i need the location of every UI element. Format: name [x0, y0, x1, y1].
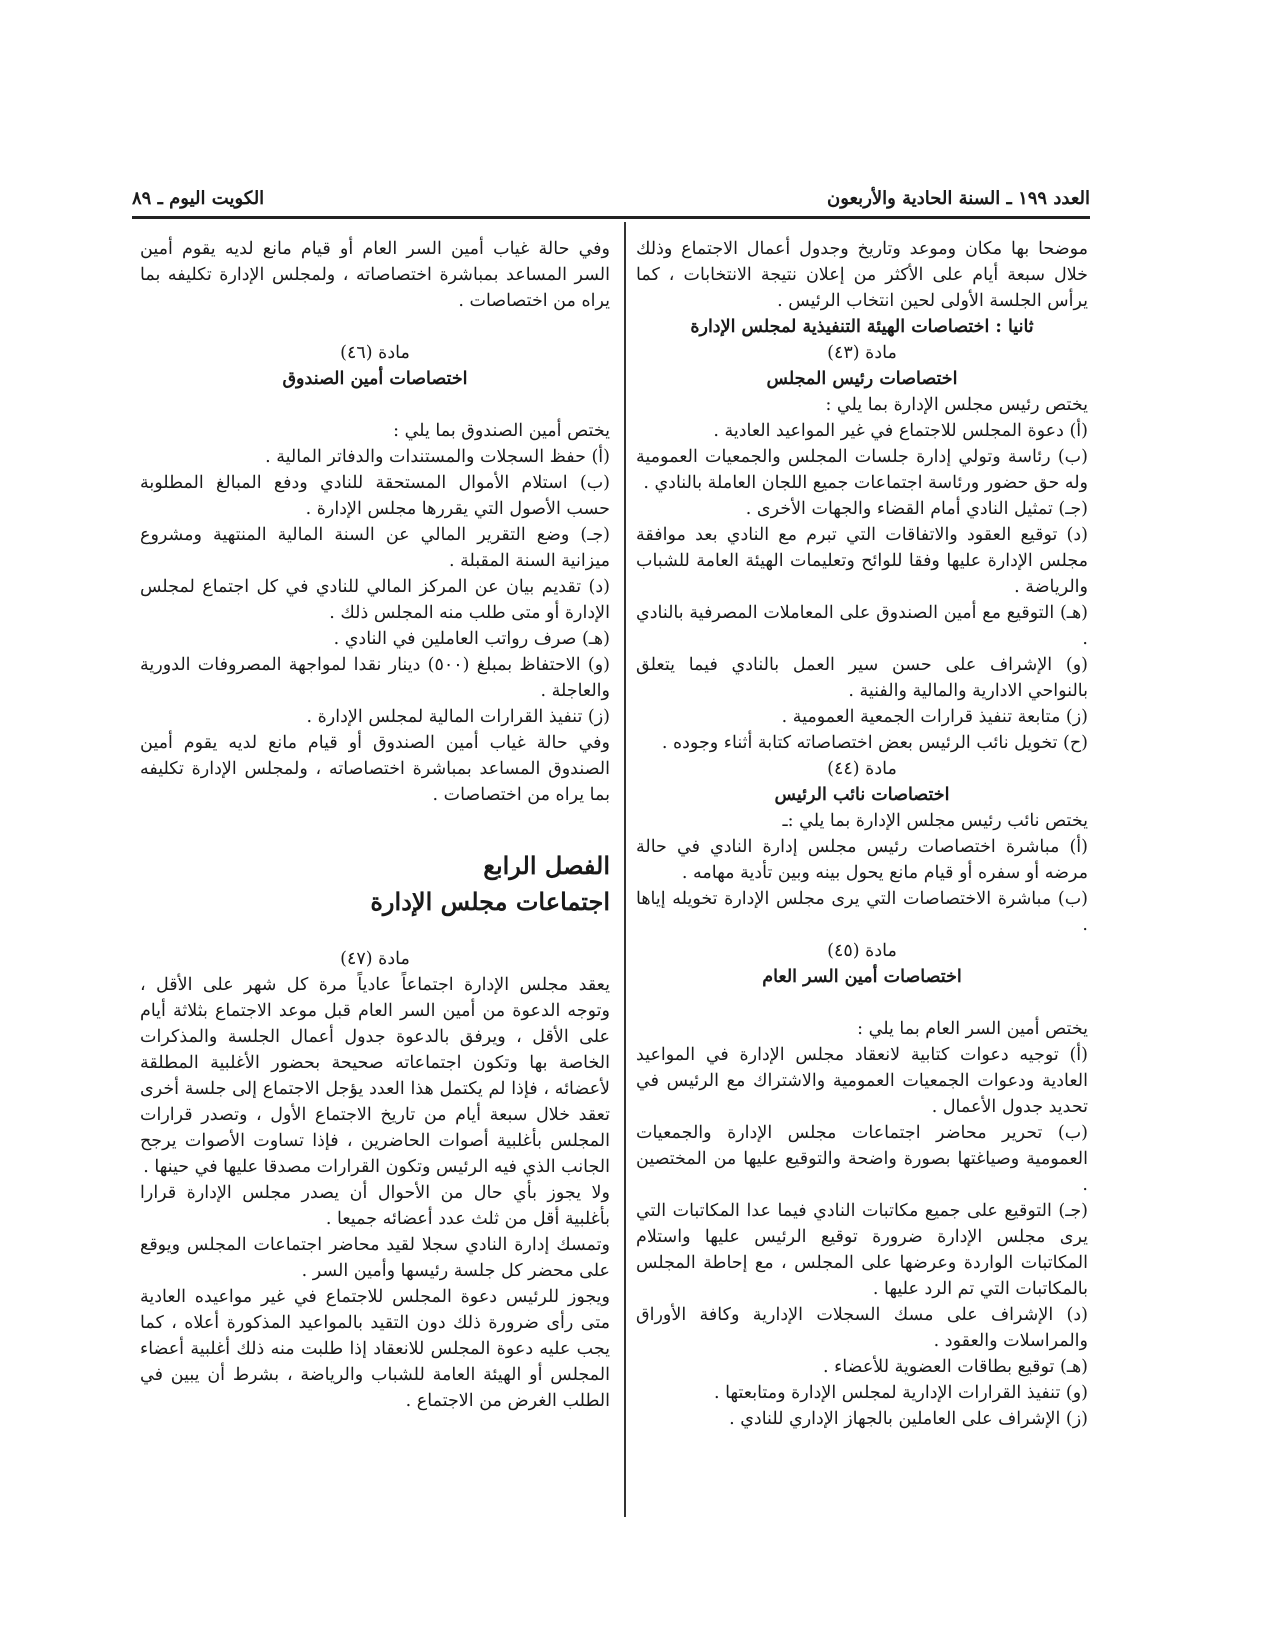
paragraph: (د) توقيع العقود والاتفاقات التي تبرم مع النادي بعد موافقة مجلس الإدارة عليها وفقا للوائح وتعليمات الهيئة العامة للشباب والرياضة .	[636, 525, 1088, 597]
paragraph: يعقد مجلس الإدارة اجتماعاً عادياً مرة كل شهر على الأقل ، وتوجه الدعوة من أمين السر العام قبل موعد الاجتماع بثلاثة أيام على الأقل ، ويرفق بالدعوة جدول أعمال الجلسة والمذكرات الخاصة بها وتكون اجتماعاته صحيحة بحضور الأغلبية المطلقة لأعضائه ، فإذا لم يكتمل هذا العدد يؤجل الاجتماع إلى جلسة أخرى تعقد خلال سبعة أيام من تاريخ الاجتماع الأول ، وتصدر قرارات المجلس بأغلبية أصوات الحاضرين ، فإذا تساوت الأصوات يرجح الجانب الذي فيه الرئيس وتكون القرارات مصدقا عليها في حينها .	[140, 975, 610, 1177]
paragraph: وتمسك إدارة النادي سجلا لقيد محاضر اجتماعات المجلس ويوقع على محضر كل جلسة رئيسها وأمين السر .	[140, 1235, 610, 1281]
paragraph: (ح) تخويل نائب الرئيس بعض اختصاصاته كتابة أثناء وجوده .	[661, 733, 1088, 753]
chapter-heading: اجتماعات مجلس الإدارة	[370, 887, 610, 916]
section-heading: ثانيا : اختصاصات الهيئة التنفيذية لمجلس الإدارة	[690, 317, 1034, 337]
page-header	[132, 188, 1090, 216]
right-column	[636, 236, 1088, 1432]
paragraph: يختص أمين السر العام بما يلي :	[857, 1019, 1088, 1039]
article-number: مادة (٤٤)	[827, 759, 897, 779]
paragraph: (ز) تنفيذ القرارات المالية لمجلس الإدارة .	[306, 707, 610, 727]
paragraph: (د) الإشراف على مسك السجلات الإدارية وكافة الأوراق والمراسلات والعقود .	[636, 1305, 1088, 1351]
publication-page: الكويت اليوم ـ ٨٩	[132, 188, 265, 209]
paragraph: وفي حالة غياب أمين الصندوق أو قيام مانع لديه يقوم أمين الصندوق المساعد بمباشرة اختصاصاته ، ولمجلس الإدارة تكليفه بما يراه من اختصاصات .	[140, 733, 610, 805]
paragraph: (ب) رئاسة وتولي إدارة جلسات المجلس والجمعيات العمومية وله حق حضور ورئاسة اجتماعات جميع اللجان العاملة بالنادي .	[636, 447, 1088, 493]
section-heading: اختصاصات نائب الرئيس	[774, 785, 950, 805]
paragraph: (هـ) توقيع بطاقات العضوية للأعضاء .	[822, 1357, 1088, 1377]
header-rule	[132, 216, 1090, 219]
paragraph: وفي حالة غياب أمين السر العام أو قيام مانع لديه يقوم أمين السر المساعد بمباشرة اختصاصاته ، ولمجلس الإدارة تكليفه بما يراه من اختصاصات .	[140, 239, 610, 311]
spacer	[140, 808, 610, 848]
paragraph: (جـ) التوقيع على جميع مكاتبات النادي فيما عدا المكاتبات التي يرى مجلس الإدارة ضرورة توقيع الرئيس عليها واستلام المكاتبات الواردة وعرضها على المجلس ، مع إحاطة المجلس بالمكاتبات التي تم الرد عليها .	[636, 1201, 1088, 1299]
paragraph: (ب) استلام الأموال المستحقة للنادي ودفع المبالغ المطلوبة حسب الأصول التي يقررها مجلس الإدارة .	[140, 473, 610, 519]
spacer	[140, 920, 610, 946]
paragraph: (ز) متابعة تنفيذ قرارات الجمعية العمومية .	[781, 707, 1088, 727]
spacer	[140, 392, 610, 418]
paragraph: (و) تنفيذ القرارات الإدارية لمجلس الإدارة ومتابعتها .	[713, 1383, 1088, 1403]
paragraph: (جـ) وضع التقرير المالي عن السنة المالية المنتهية ومشروع ميزانية السنة المقبلة .	[140, 525, 610, 571]
issue-info: العدد ١٩٩ ـ السنة الحادية والأربعون	[826, 188, 1090, 209]
left-column	[140, 236, 610, 1414]
paragraph: (هـ) صرف رواتب العاملين في النادي .	[333, 629, 610, 649]
paragraph: موضحا بها مكان وموعد وتاريخ وجدول أعمال الاجتماع وذلك خلال سبعة أيام على الأكثر من إعلان نتيجة الانتخابات ، كما يرأس الجلسة الأولى لحين انتخاب الرئيس .	[636, 239, 1088, 311]
article-number: مادة (٤٧)	[340, 949, 410, 969]
paragraph: ويجوز للرئيس دعوة المجلس للاجتماع في غير مواعيده العادية متى رأى ضرورة ذلك دون التقيد بالمواعيد المذكورة أعلاه ، كما يجب عليه دعوة المجلس للانعقاد إذا طلبت منه ذلك أغلبية أعضاء المجلس أو الهيئة العامة للشباب والرياضة ، بشرط أن يبين في الطلب الغرض من الاجتماع .	[140, 1287, 610, 1411]
paragraph: (أ) حفظ السجلات والمستندات والدفاتر المالية .	[265, 447, 610, 467]
paragraph: (جـ) تمثيل النادي أمام القضاء والجهات الأخرى .	[745, 499, 1088, 519]
paragraph: (أ) دعوة المجلس للاجتماع في غير المواعيد العادية .	[713, 421, 1088, 441]
paragraph: (و) الاحتفاظ بمبلغ (٥٠٠) دينار نقدا لمواجهة المصروفات الدورية والعاجلة .	[140, 655, 610, 701]
paragraph: (أ) مباشرة اختصاصات رئيس مجلس إدارة النادي في حالة مرضه أو سفره أو قيام مانع يحول بينه وبين تأدية مهامه .	[636, 837, 1088, 883]
article-number: مادة (٤٥)	[827, 941, 897, 961]
paragraph: (ز) الإشراف على العاملين بالجهاز الإداري للنادي .	[729, 1409, 1088, 1429]
paragraph: يختص أمين الصندوق بما يلي :	[393, 421, 610, 441]
column-divider	[624, 222, 626, 1517]
section-heading: اختصاصات أمين الصندوق	[282, 369, 468, 389]
paragraph: (أ) توجيه دعوات كتابية لانعقاد مجلس الإدارة في المواعيد العادية ودعوات الجمعيات العمومية والاشتراك مع الرئيس في تحديد جدول الأعمال .	[636, 1045, 1088, 1117]
paragraph: يختص نائب رئيس مجلس الإدارة بما يلي :ـ	[782, 811, 1088, 831]
paragraph: (د) تقديم بيان عن المركز المالي للنادي في كل اجتماع لمجلس الإدارة أو متى طلب منه المجلس ذلك .	[140, 577, 610, 623]
paragraph: ولا يجوز بأي حال من الأحوال أن يصدر مجلس الإدارة قرارا بأغلبية أقل من ثلث عدد أعضائه جميعا .	[140, 1183, 610, 1229]
spacer	[140, 314, 610, 340]
article-number: مادة (٤٣)	[827, 343, 897, 363]
paragraph: (ب) مباشرة الاختصاصات التي يرى مجلس الإدارة تخويله إياها .	[636, 889, 1088, 935]
chapter-heading: الفصل الرابع	[483, 851, 610, 880]
section-heading: اختصاصات أمين السر العام	[762, 967, 962, 987]
paragraph: (ب) تحرير محاضر اجتماعات مجلس الإدارة والجمعيات العمومية وصياغتها بصورة واضحة والتوقيع عليها من المختصين .	[636, 1123, 1088, 1195]
section-heading: اختصاصات رئيس المجلس	[766, 369, 958, 389]
article-number: مادة (٤٦)	[340, 343, 410, 363]
spacer	[636, 990, 1088, 1016]
paragraph: (و) الإشراف على حسن سير العمل بالنادي فيما يتعلق بالنواحي الادارية والمالية والفنية .	[636, 655, 1088, 701]
paragraph: (هـ) التوقيع مع أمين الصندوق على المعاملات المصرفية بالنادي .	[636, 603, 1088, 649]
paragraph: يختص رئيس مجلس الإدارة بما يلي :	[825, 395, 1088, 415]
